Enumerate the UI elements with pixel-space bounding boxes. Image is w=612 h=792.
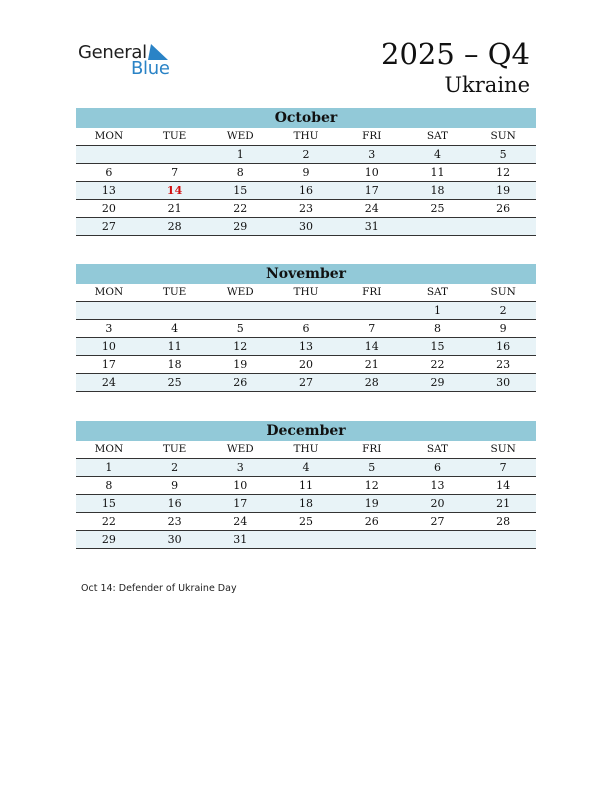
month-december bbox=[76, 421, 536, 549]
day-cell: 22 bbox=[233, 202, 248, 215]
day-cell: 3 bbox=[105, 322, 113, 335]
weekday-label: TUE bbox=[162, 130, 187, 142]
day-cell: 20 bbox=[101, 202, 116, 215]
day-cell bbox=[76, 302, 142, 319]
brand-logo bbox=[78, 42, 188, 82]
day-cell: 29 bbox=[430, 376, 445, 389]
day-cell: 12 bbox=[496, 166, 511, 179]
day-cell: 27 bbox=[101, 220, 116, 233]
weekday-label: WED bbox=[226, 130, 254, 142]
day-cell: 3 bbox=[368, 148, 376, 161]
week-row bbox=[76, 218, 536, 236]
day-cell: 26 bbox=[364, 515, 379, 528]
week-row bbox=[76, 146, 536, 164]
day-cell: 17 bbox=[364, 184, 379, 197]
day-cell bbox=[405, 218, 471, 235]
day-cell: 15 bbox=[101, 497, 116, 510]
day-cell: 28 bbox=[167, 220, 182, 233]
weekday-label: THU bbox=[293, 130, 319, 142]
day-cell: 15 bbox=[233, 184, 248, 197]
day-cell: 1 bbox=[236, 148, 244, 161]
day-cell: 6 bbox=[433, 461, 441, 474]
day-cell bbox=[273, 531, 339, 548]
day-cell: 16 bbox=[167, 497, 182, 510]
day-cell: 2 bbox=[499, 304, 507, 317]
day-cell: 29 bbox=[101, 533, 116, 546]
day-cell: 23 bbox=[299, 202, 314, 215]
day-cell: 4 bbox=[171, 322, 179, 335]
day-cell: 21 bbox=[167, 202, 182, 215]
day-cell: 19 bbox=[496, 184, 511, 197]
logo-text-blue: Blue bbox=[131, 58, 170, 79]
day-cell: 17 bbox=[233, 497, 248, 510]
weekday-label: TUE bbox=[162, 286, 187, 298]
day-cell: 15 bbox=[430, 340, 445, 353]
day-cell: 3 bbox=[236, 461, 244, 474]
week-row bbox=[76, 338, 536, 356]
day-cell: 27 bbox=[430, 515, 445, 528]
day-cell: 12 bbox=[233, 340, 248, 353]
month-november bbox=[76, 264, 536, 392]
day-cell: 17 bbox=[101, 358, 116, 371]
day-cell: 30 bbox=[299, 220, 314, 233]
week-row bbox=[76, 356, 536, 374]
weekday-label: SAT bbox=[426, 443, 449, 455]
day-cell: 5 bbox=[499, 148, 507, 161]
day-cell: 24 bbox=[101, 376, 116, 389]
day-cell: 28 bbox=[496, 515, 511, 528]
day-cell: 18 bbox=[430, 184, 445, 197]
day-cell-holiday: 14 bbox=[166, 184, 183, 197]
day-cell: 20 bbox=[299, 358, 314, 371]
day-cell: 13 bbox=[101, 184, 116, 197]
day-cell bbox=[405, 531, 471, 548]
day-cell: 12 bbox=[364, 479, 379, 492]
week-row bbox=[76, 200, 536, 218]
week-row bbox=[76, 459, 536, 477]
day-cell: 5 bbox=[368, 461, 376, 474]
day-cell: 8 bbox=[105, 479, 113, 492]
weekday-label: MON bbox=[94, 130, 124, 142]
day-cell: 4 bbox=[433, 148, 441, 161]
day-cell: 24 bbox=[233, 515, 248, 528]
weekday-label: SUN bbox=[490, 443, 516, 455]
day-cell bbox=[339, 531, 405, 548]
day-cell: 26 bbox=[233, 376, 248, 389]
week-row bbox=[76, 513, 536, 531]
weekday-label: TUE bbox=[162, 443, 187, 455]
day-cell: 31 bbox=[233, 533, 248, 546]
weekday-label: THU bbox=[293, 286, 319, 298]
day-cell: 22 bbox=[430, 358, 445, 371]
day-cell: 18 bbox=[167, 358, 182, 371]
weekday-label: SAT bbox=[426, 130, 449, 142]
day-cell: 13 bbox=[430, 479, 445, 492]
day-cell: 9 bbox=[302, 166, 310, 179]
day-cell: 21 bbox=[496, 497, 511, 510]
day-cell: 5 bbox=[236, 322, 244, 335]
day-cell: 2 bbox=[302, 148, 310, 161]
day-cell: 14 bbox=[364, 340, 379, 353]
day-cell: 1 bbox=[433, 304, 441, 317]
month-header: October bbox=[76, 108, 536, 128]
day-cell: 11 bbox=[167, 340, 182, 353]
week-row bbox=[76, 374, 536, 392]
week-row bbox=[76, 320, 536, 338]
day-cell: 4 bbox=[302, 461, 310, 474]
day-cell bbox=[470, 218, 536, 235]
day-cell bbox=[339, 302, 405, 319]
week-row bbox=[76, 495, 536, 513]
week-row bbox=[76, 182, 536, 200]
weekday-label: THU bbox=[293, 443, 319, 455]
day-cell bbox=[142, 146, 208, 163]
day-cell: 8 bbox=[236, 166, 244, 179]
weekday-row bbox=[76, 284, 536, 302]
weekday-label: SUN bbox=[490, 130, 516, 142]
day-cell: 6 bbox=[302, 322, 310, 335]
month-october bbox=[76, 108, 536, 236]
day-cell: 18 bbox=[299, 497, 314, 510]
day-cell: 23 bbox=[496, 358, 511, 371]
logo-text-general: General bbox=[78, 42, 147, 63]
day-cell: 28 bbox=[364, 376, 379, 389]
day-cell: 30 bbox=[167, 533, 182, 546]
day-cell: 1 bbox=[105, 461, 113, 474]
weekday-label: FRI bbox=[362, 130, 382, 142]
day-cell: 22 bbox=[101, 515, 116, 528]
weekday-label: SAT bbox=[426, 286, 449, 298]
day-cell bbox=[76, 146, 142, 163]
day-cell: 10 bbox=[233, 479, 248, 492]
day-cell: 10 bbox=[364, 166, 379, 179]
day-cell: 9 bbox=[499, 322, 507, 335]
weekday-label: MON bbox=[94, 286, 124, 298]
week-row bbox=[76, 164, 536, 182]
day-cell bbox=[142, 302, 208, 319]
weekday-label: WED bbox=[226, 443, 254, 455]
weekday-label: SUN bbox=[490, 286, 516, 298]
day-cell: 25 bbox=[430, 202, 445, 215]
day-cell: 7 bbox=[368, 322, 376, 335]
day-cell: 9 bbox=[171, 479, 179, 492]
day-cell: 6 bbox=[105, 166, 113, 179]
weekday-label: FRI bbox=[362, 286, 382, 298]
day-cell: 10 bbox=[101, 340, 116, 353]
day-cell: 16 bbox=[496, 340, 511, 353]
month-header: December bbox=[76, 421, 536, 441]
day-cell: 21 bbox=[364, 358, 379, 371]
day-cell: 25 bbox=[167, 376, 182, 389]
holiday-notes bbox=[81, 582, 237, 596]
day-cell: 8 bbox=[433, 322, 441, 335]
day-cell: 19 bbox=[233, 358, 248, 371]
holiday-note: Oct 14: Defender of Ukraine Day bbox=[81, 583, 237, 594]
day-cell: 16 bbox=[299, 184, 314, 197]
country-name: Ukraine bbox=[444, 73, 530, 97]
day-cell: 29 bbox=[233, 220, 248, 233]
day-cell: 20 bbox=[430, 497, 445, 510]
weekday-label: FRI bbox=[362, 443, 382, 455]
week-row bbox=[76, 302, 536, 320]
day-cell: 11 bbox=[299, 479, 314, 492]
weekday-row bbox=[76, 441, 536, 459]
day-cell: 19 bbox=[364, 497, 379, 510]
weekday-row bbox=[76, 128, 536, 146]
day-cell: 31 bbox=[364, 220, 379, 233]
day-cell bbox=[273, 302, 339, 319]
day-cell: 13 bbox=[299, 340, 314, 353]
weekday-label: MON bbox=[94, 443, 124, 455]
week-row bbox=[76, 531, 536, 549]
month-header: November bbox=[76, 264, 536, 284]
day-cell: 2 bbox=[171, 461, 179, 474]
day-cell: 14 bbox=[496, 479, 511, 492]
weekday-label: WED bbox=[226, 286, 254, 298]
day-cell: 7 bbox=[171, 166, 179, 179]
day-cell: 26 bbox=[496, 202, 511, 215]
day-cell: 30 bbox=[496, 376, 511, 389]
day-cell: 7 bbox=[499, 461, 507, 474]
day-cell bbox=[207, 302, 273, 319]
day-cell: 11 bbox=[430, 166, 445, 179]
day-cell: 23 bbox=[167, 515, 182, 528]
week-row bbox=[76, 477, 536, 495]
day-cell: 24 bbox=[364, 202, 379, 215]
day-cell: 27 bbox=[299, 376, 314, 389]
page-title: 2025 – Q4 bbox=[381, 37, 530, 71]
day-cell: 25 bbox=[299, 515, 314, 528]
day-cell bbox=[470, 531, 536, 548]
